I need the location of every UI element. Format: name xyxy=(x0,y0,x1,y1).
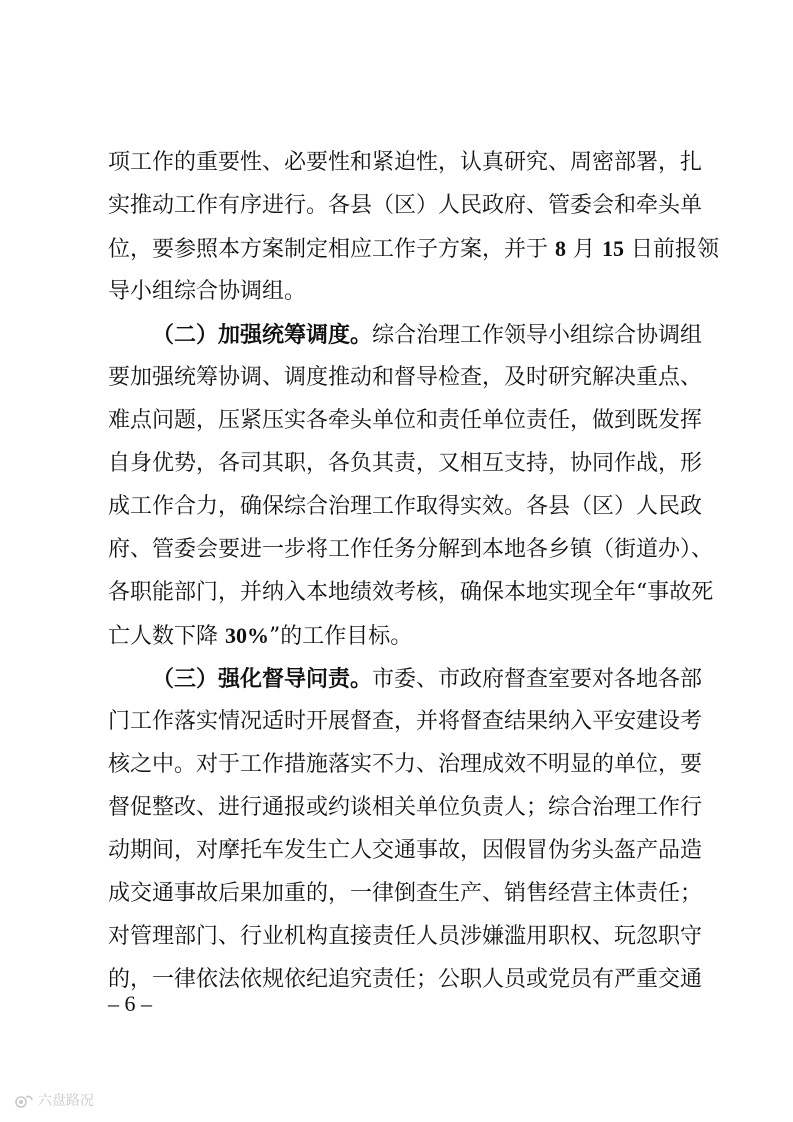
body-line-12 xyxy=(108,621,682,652)
body-line-3-part-a: 位，要参照本方案制定相应工作子方案，并于 xyxy=(108,237,555,262)
body-line-12-part-b: ”的工作目标。 xyxy=(269,624,413,649)
body-line-9: 成工作合力，确保综合治理工作取得实效。各县（区）人民政 xyxy=(108,494,703,519)
section-heading-3: （三）强化督导问责。 xyxy=(152,666,373,692)
body-line-11: 各职能部门，并纳入本地绩效考核，确保本地实现全年“事故死 xyxy=(108,580,714,605)
body-line-14: 门工作落实情况适时开展督查，并将督查结果纳入平安建设考 xyxy=(108,709,703,734)
deadline-month: 8 xyxy=(555,236,566,261)
section-heading-2: （二）加强统筹调度。 xyxy=(152,322,373,348)
watermark xyxy=(14,1092,94,1110)
body-line-4: 导小组综合协调组。 xyxy=(108,279,307,304)
body-line-6: 要加强统筹协调、调度推动和督导检查，及时研究解决重点、 xyxy=(108,365,703,390)
section-heading-2-line xyxy=(152,320,703,351)
deadline-day: 15 xyxy=(602,236,624,261)
body-line-7: 难点问题，压紧压实各牵头单位和责任单位责任，做到既发挥 xyxy=(108,408,703,433)
body-line-3 xyxy=(108,234,719,265)
camera-logo-icon xyxy=(14,1093,34,1109)
body-line-2: 实推动工作有序进行。各县（区）人民政府、管委会和牵头单 xyxy=(108,193,703,218)
section-heading-3-line xyxy=(152,664,703,695)
body-line-10: 府、管委会要进一步将工作任务分解到本地各乡镇（街道办）、 xyxy=(108,537,714,562)
section-heading-2-text: 综合治理工作领导小组综合协调组 xyxy=(372,323,703,348)
body-line-16: 督促整改、进行通报或约谈相关单位负责人；综合治理工作行 xyxy=(108,795,703,820)
reduction-target: 30% xyxy=(225,623,269,648)
body-line-18: 成交通事故后果加重的，一律倒查生产、销售经营主体责任； xyxy=(108,881,703,906)
body-line-20: 的，一律依法依规依纪追究责任；公职人员或党员有严重交通 xyxy=(108,967,703,992)
watermark-text: 六盘路况 xyxy=(38,1093,94,1109)
section-heading-3-text: 市委、市政府督查室要对各地各部 xyxy=(372,667,703,692)
body-line-3-part-b: 月 xyxy=(566,237,602,262)
body-line-19: 对管理部门、行业机构直接责任人员涉嫌滥用职权、玩忽职守 xyxy=(108,924,703,949)
page-number: – 6 – xyxy=(108,991,152,1016)
body-line-1: 项工作的重要性、必要性和紧迫性，认真研究、周密部署，扎 xyxy=(108,150,703,175)
body-line-8: 自身优势，各司其职，各负其责，又相互支持，协同作战，形 xyxy=(108,451,703,476)
body-line-15: 核之中。对于工作措施落实不力、治理成效不明显的单位，要 xyxy=(108,752,703,777)
body-line-12-part-a: 亡人数下降 xyxy=(108,624,225,649)
body-line-3-part-c: 日前报领 xyxy=(624,237,719,262)
body-line-17: 动期间，对摩托车发生亡人交通事故，因假冒伪劣头盔产品造 xyxy=(108,838,703,863)
